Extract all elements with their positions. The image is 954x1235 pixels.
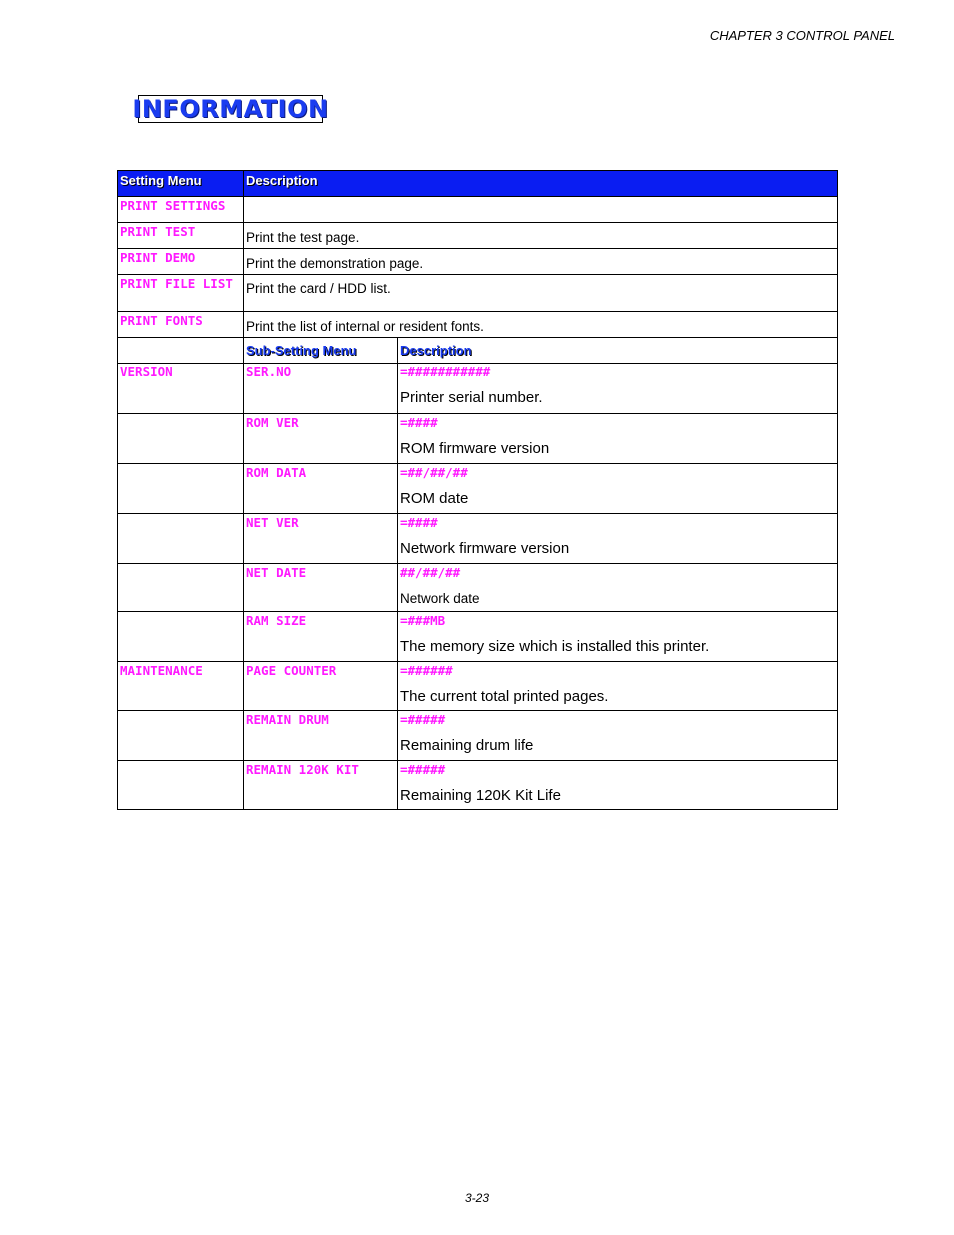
value-description-cell	[398, 513, 838, 563]
chapter-header: CHAPTER 3 CONTROL PANEL	[709, 28, 895, 43]
sub-setting-cell: PAGE COUNTER	[244, 661, 398, 710]
sub-description-header: Description	[398, 338, 838, 364]
value-format: ##/##/##	[400, 564, 461, 580]
menu-cell	[118, 710, 244, 760]
value-format: =###MB	[400, 612, 446, 628]
menu-cell: PRINT FILE LIST	[118, 275, 244, 312]
menu-cell	[118, 463, 244, 513]
value-description: Remaining drum life	[400, 736, 534, 754]
value-description: Network date	[400, 590, 480, 606]
value-description-cell	[398, 611, 838, 661]
table-row	[118, 563, 838, 611]
menu-cell	[118, 563, 244, 611]
value-format: =#####	[400, 761, 446, 777]
section-title-box	[132, 95, 329, 123]
table-row	[118, 760, 838, 809]
value-description-cell	[398, 463, 838, 513]
table-row	[118, 363, 838, 413]
value-format: =######	[400, 662, 453, 678]
value-format: =####	[400, 414, 438, 430]
menu-cell	[118, 611, 244, 661]
sub-setting-cell: SER.NO	[244, 363, 398, 413]
col-header-setting-menu: Setting Menu	[118, 171, 244, 197]
sub-header-row	[118, 338, 838, 364]
sub-setting-cell: ROM DATA	[244, 463, 398, 513]
sub-setting-cell: RAM SIZE	[244, 611, 398, 661]
table-row	[118, 413, 838, 463]
information-table	[117, 170, 838, 364]
value-description-cell	[398, 413, 838, 463]
table-row	[118, 513, 838, 563]
col-header-description: Description	[244, 171, 838, 197]
description-cell: Print the demonstration page.	[244, 249, 838, 275]
menu-cell: MAINTENANCE	[118, 661, 244, 710]
value-description: Printer serial number.	[400, 389, 543, 406]
menu-cell: PRINT FONTS	[118, 312, 244, 338]
value-description-cell	[398, 363, 838, 413]
value-description-cell	[398, 661, 838, 710]
sub-setting-cell: REMAIN DRUM	[244, 710, 398, 760]
value-format: =####	[400, 514, 438, 530]
menu-cell	[118, 760, 244, 809]
value-description: Remaining 120K Kit Life	[400, 786, 561, 804]
table-row	[118, 661, 838, 710]
sub-setting-cell: ROM VER	[244, 413, 398, 463]
menu-cell	[118, 413, 244, 463]
value-description: Network firmware version	[400, 539, 570, 557]
menu-cell	[118, 513, 244, 563]
menu-cell: PRINT TEST	[118, 223, 244, 249]
value-description-cell	[398, 563, 838, 611]
table-row	[118, 463, 838, 513]
description-cell: Print the card / HDD list.	[244, 275, 838, 312]
value-description: ROM firmware version	[400, 439, 550, 457]
menu-cell: PRINT DEMO	[118, 249, 244, 275]
value-format: =#####	[400, 711, 446, 727]
description-cell	[244, 197, 838, 223]
table-row	[118, 197, 838, 223]
value-description: ROM date	[400, 489, 469, 507]
table-row	[118, 312, 838, 338]
value-format: =##/##/##	[400, 464, 468, 480]
table-row	[118, 710, 838, 760]
sub-setting-cell: NET DATE	[244, 563, 398, 611]
section-title: INFORMATION	[132, 95, 329, 123]
table-row	[118, 275, 838, 312]
sub-setting-cell: REMAIN 120K KIT	[244, 760, 398, 809]
menu-cell: PRINT SETTINGS	[118, 197, 244, 223]
description-cell: Print the test page.	[244, 223, 838, 249]
sub-setting-menu-header: Sub-Setting Menu	[244, 338, 398, 364]
table-row	[118, 249, 838, 275]
value-description-cell	[398, 710, 838, 760]
value-description: The memory size which is installed this printer.	[400, 637, 710, 655]
table-row	[118, 611, 838, 661]
value-description-cell	[398, 760, 838, 809]
empty-cell	[118, 338, 244, 364]
value-format: =###########	[400, 364, 491, 379]
description-cell: Print the list of internal or resident fonts.	[244, 312, 838, 338]
information-subtable	[117, 363, 838, 810]
value-description: The current total printed pages.	[400, 687, 609, 705]
table-row	[118, 223, 838, 249]
sub-setting-cell: NET VER	[244, 513, 398, 563]
menu-cell: VERSION	[118, 363, 244, 413]
table-header-row	[118, 171, 838, 197]
page-number: 3-23	[464, 1191, 490, 1205]
